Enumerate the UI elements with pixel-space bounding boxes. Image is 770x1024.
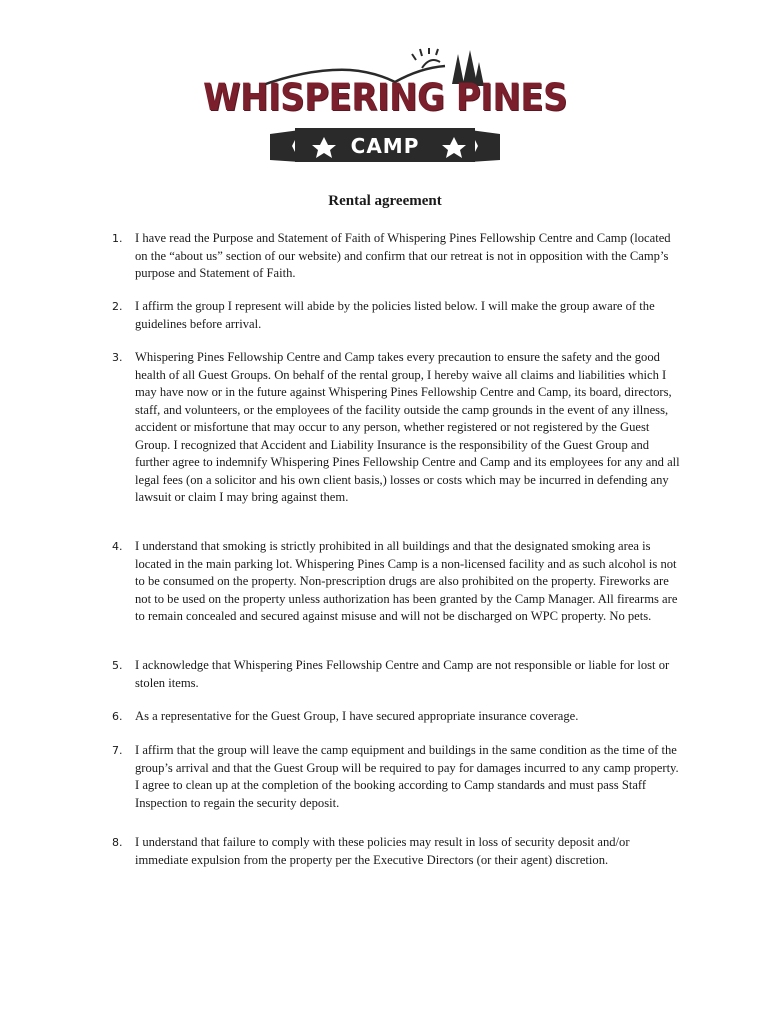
item-number: 3. (112, 351, 123, 364)
logo-camp-label: CAMP (350, 134, 420, 158)
item-text: I understand that failure to comply with these policies may result in loss of security deposit and/or immediate expulsion from the property per the Executive Directors (or their agent) discretion. (135, 835, 630, 867)
item-number: 6. (112, 710, 123, 723)
item-number: 8. (112, 836, 123, 849)
item-text: I understand that smoking is strictly prohibited in all buildings and that the designated smoking area is located in the main parking lot. Whispering Pines Camp is a non-licensed facility and as such alcohol is not to be consumed on the property. Non-prescription drugs are also prohibited on the property. Fireworks are not to be used on the property unless authorization has been granted by the Camp Manager. All firearms are to remain concealed and secured against misuse and will not be discharged on WPC property. No pets. (135, 539, 678, 623)
item-text: I have read the Purpose and Statement of Faith of Whispering Pines Fellowship Centre and Camp (located on the “about us” section of our website) and confirm that our retreat is not in opposition with the Camp’s purpose and Statement of Faith. (135, 231, 671, 280)
logo-wordmark: WHISPERING PINES (202, 76, 567, 120)
item-text: I affirm the group I represent will abide by the policies listed below. I will make the group aware of the guidelines before arrival. (135, 299, 655, 331)
item-number: 2. (112, 300, 123, 313)
sun-rays-icon (412, 48, 438, 60)
item-number: 7. (112, 744, 123, 757)
document-title: Rental agreement (328, 193, 442, 209)
item-number: 1. (112, 232, 123, 245)
item-number: 4. (112, 540, 123, 553)
item-text: Whispering Pines Fellowship Centre and Camp takes every precaution to ensure the safety and the good health of all Guest Groups. On behalf of the rental group, I hereby waive all claims and liabilities which I may have now or in the future against Whispering Pines Fellowship Centre and Camp, its board, directors, staff, and volunteers, or the employees of the facility outside the camp grounds in the event of any illness, accident or misfortune that may occur to any person, whether registered or not registered by the Guest Group. I recognized that Accident and Liability Insurance is the responsibility of the Guest Group and further agree to indemnify Whispering Pines Fellowship Centre and Camp and its employees for any and all legal fees (on a solicitor and his own client basis,) losses or costs which may be incurred in defending any lawsuit or claim I may bring against them. (135, 350, 680, 504)
camp-logo (190, 48, 580, 170)
item-text: I affirm that the group will leave the camp equipment and buildings in the same condition as the time of the group’s arrival and that the Guest Group will be required to pay for damages incurred to any camp property. I agree to clean up at the completion of the booking according to Camp standards and must pass Staff Inspection to regain the security deposit. (135, 743, 679, 810)
item-text: As a representative for the Guest Group, I have secured appropriate insurance coverage. (135, 709, 579, 723)
item-text: I acknowledge that Whispering Pines Fellowship Centre and Camp are not responsible or liable for lost or stolen items. (135, 658, 670, 690)
item-number: 5. (112, 659, 123, 672)
